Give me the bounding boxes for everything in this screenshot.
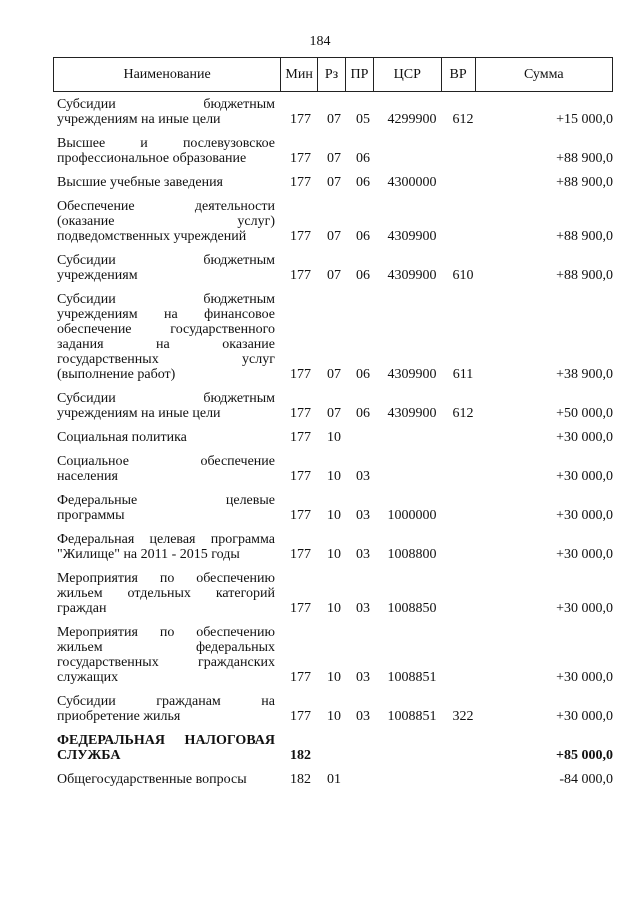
header-csr: ЦСР — [374, 58, 442, 91]
cell-min: 177 — [290, 709, 311, 724]
cell-min: 177 — [290, 268, 311, 283]
cell-vr: 610 — [452, 268, 474, 283]
row-name-line: Субсидии бюджетным — [57, 292, 275, 307]
cell-pr: 06 — [356, 367, 370, 382]
cell-pr: 03 — [356, 670, 370, 685]
cell-pr: 06 — [356, 229, 370, 244]
table-header — [53, 57, 613, 92]
row-name — [53, 733, 275, 763]
row-name-line: граждан — [57, 601, 107, 616]
cell-min: 177 — [290, 112, 311, 127]
table-row — [53, 571, 613, 616]
row-name — [53, 430, 275, 445]
row-name-line: Федеральная целевая программа — [57, 532, 275, 547]
table-row — [53, 430, 613, 445]
cell-rz: 10 — [327, 430, 341, 445]
cell-min: 177 — [290, 367, 311, 382]
cell-sum: +30 000,0 — [556, 430, 613, 445]
cell-min: 177 — [290, 229, 311, 244]
row-name-line: Субсидии бюджетным — [57, 253, 275, 268]
row-name — [53, 694, 275, 724]
cell-pr: 03 — [356, 508, 370, 523]
cell-min: 177 — [290, 670, 311, 685]
cell-vr: 322 — [452, 709, 474, 724]
cell-sum: +30 000,0 — [556, 709, 613, 724]
cell-csr: 1008850 — [387, 601, 437, 616]
row-name-line: жильем отдельных категорий — [57, 586, 275, 601]
cell-csr: 1008800 — [387, 547, 437, 562]
row-name-line: государственных услуг — [57, 352, 275, 367]
cell-pr: 03 — [356, 709, 370, 724]
row-name — [53, 571, 275, 616]
row-name-line: "Жилище" на 2011 - 2015 годы — [57, 547, 240, 562]
cell-pr: 06 — [356, 406, 370, 421]
row-name-line: Субсидии гражданам на — [57, 694, 275, 709]
header-name: Наименование — [54, 58, 281, 91]
row-name — [53, 97, 275, 127]
row-name-line: Федеральные целевые — [57, 493, 275, 508]
cell-sum: +38 900,0 — [556, 367, 613, 382]
table-row — [53, 694, 613, 724]
row-name — [53, 454, 275, 484]
row-name — [53, 772, 275, 787]
row-name — [53, 175, 275, 190]
cell-rz: 10 — [327, 709, 341, 724]
table-row — [53, 136, 613, 166]
cell-min: 177 — [290, 469, 311, 484]
table-row — [53, 292, 613, 382]
row-name-line: Субсидии бюджетным — [57, 391, 275, 406]
row-name-line: обеспечение государственного — [57, 322, 275, 337]
cell-sum: +88 900,0 — [556, 229, 613, 244]
cell-sum: +88 900,0 — [556, 175, 613, 190]
cell-min: 177 — [290, 430, 311, 445]
cell-vr: 612 — [452, 406, 474, 421]
header-sum: Сумма — [523, 66, 564, 82]
row-name-line: Высшее и послевузовское — [57, 136, 275, 151]
table-row — [53, 772, 613, 787]
cell-min: 177 — [290, 175, 311, 190]
cell-csr: 4300000 — [387, 175, 437, 190]
cell-sum: +30 000,0 — [556, 547, 613, 562]
row-name-line: СЛУЖБА — [57, 748, 121, 763]
row-name-line: населения — [57, 469, 118, 484]
cell-sum: +30 000,0 — [556, 601, 613, 616]
row-name-line: Высшие учебные заведения — [57, 175, 223, 190]
row-name — [53, 625, 275, 685]
row-name-line: Социальная политика — [57, 430, 187, 445]
cell-sum: +30 000,0 — [556, 508, 613, 523]
row-name-line: программы — [57, 508, 125, 523]
cell-pr: 05 — [356, 112, 370, 127]
row-name — [53, 493, 275, 523]
row-name-line: учреждениям на финансовое — [57, 307, 275, 322]
cell-rz: 10 — [327, 670, 341, 685]
cell-rz: 10 — [327, 469, 341, 484]
cell-sum: +30 000,0 — [556, 469, 613, 484]
table-row — [53, 454, 613, 484]
row-name-line: приобретение жилья — [57, 709, 181, 724]
cell-min: 177 — [290, 547, 311, 562]
row-name — [53, 253, 275, 283]
row-name-line: государственных гражданских — [57, 655, 275, 670]
row-name-line: подведомственных учреждений — [57, 229, 247, 244]
cell-sum: +50 000,0 — [556, 406, 613, 421]
cell-sum: +88 900,0 — [556, 268, 613, 283]
cell-pr: 06 — [356, 268, 370, 283]
table-row — [53, 253, 613, 283]
cell-csr: 4309900 — [387, 406, 437, 421]
cell-csr: 1008851 — [387, 709, 437, 724]
row-name-line: служащих — [57, 670, 119, 685]
table-row — [53, 493, 613, 523]
cell-rz: 10 — [327, 601, 341, 616]
cell-sum: +30 000,0 — [556, 670, 613, 685]
row-name-line: учреждениям на иные цели — [57, 406, 221, 421]
cell-rz: 07 — [327, 175, 341, 190]
page-number: 184 — [309, 34, 331, 49]
cell-csr: 4299900 — [387, 112, 437, 127]
cell-pr: 03 — [356, 547, 370, 562]
cell-csr: 4309900 — [387, 229, 437, 244]
row-name-line: Обеспечение деятельности — [57, 199, 275, 214]
table-row — [53, 733, 613, 763]
cell-rz: 07 — [327, 406, 341, 421]
cell-rz: 10 — [327, 547, 341, 562]
cell-sum: -84 000,0 — [559, 772, 613, 787]
row-name — [53, 199, 275, 244]
row-name — [53, 532, 275, 562]
row-name — [53, 292, 275, 382]
cell-rz: 07 — [327, 229, 341, 244]
row-name-line: Общегосударственные вопросы — [57, 772, 247, 787]
table-row — [53, 625, 613, 685]
cell-pr: 06 — [356, 175, 370, 190]
cell-rz: 07 — [327, 151, 341, 166]
row-name-line: Социальное обеспечение — [57, 454, 275, 469]
cell-csr: 4309900 — [387, 367, 437, 382]
cell-csr: 1008851 — [387, 670, 437, 685]
row-name-line: профессиональное образование — [57, 151, 247, 166]
row-name-line: жильем федеральных — [57, 640, 275, 655]
header-min: Мин — [281, 58, 318, 91]
table-row — [53, 175, 613, 190]
row-name-line: Мероприятия по обеспечению — [57, 625, 275, 640]
row-name-line: Субсидии бюджетным — [57, 97, 275, 112]
cell-vr: 611 — [452, 367, 474, 382]
header-rz: Рз — [318, 58, 346, 91]
cell-min: 177 — [290, 406, 311, 421]
row-name-line: Мероприятия по обеспечению — [57, 571, 275, 586]
table-row — [53, 199, 613, 244]
cell-sum: +15 000,0 — [556, 112, 613, 127]
row-name — [53, 391, 275, 421]
cell-pr: 03 — [356, 601, 370, 616]
header-pr: ПР — [346, 58, 374, 91]
header-vr: ВР — [442, 58, 476, 91]
row-name-line: задания на оказание — [57, 337, 275, 352]
table-row — [53, 97, 613, 127]
cell-min: 177 — [290, 601, 311, 616]
cell-csr: 4309900 — [387, 268, 437, 283]
cell-rz: 07 — [327, 112, 341, 127]
cell-csr: 1000000 — [387, 508, 437, 523]
table-row — [53, 391, 613, 421]
row-name-line: ФЕДЕРАЛЬНАЯ НАЛОГОВАЯ — [57, 733, 275, 748]
row-name — [53, 136, 275, 166]
cell-rz: 10 — [327, 508, 341, 523]
cell-sum: +88 900,0 — [556, 151, 613, 166]
cell-min: 177 — [290, 508, 311, 523]
cell-min: 182 — [290, 772, 311, 787]
row-name-line: учреждениям на иные цели — [57, 112, 221, 127]
cell-min: 177 — [290, 151, 311, 166]
cell-pr: 06 — [356, 151, 370, 166]
cell-rz: 07 — [327, 268, 341, 283]
cell-sum: +85 000,0 — [556, 748, 613, 763]
table-body — [53, 97, 613, 796]
table-row — [53, 532, 613, 562]
cell-vr: 612 — [452, 112, 474, 127]
cell-rz: 07 — [327, 367, 341, 382]
row-name-line: (выполнение работ) — [57, 367, 176, 382]
row-name-line: (оказание услуг) — [57, 214, 275, 229]
cell-rz: 01 — [327, 772, 341, 787]
cell-min: 182 — [290, 748, 311, 763]
row-name-line: учреждениям — [57, 268, 138, 283]
cell-pr: 03 — [356, 469, 370, 484]
